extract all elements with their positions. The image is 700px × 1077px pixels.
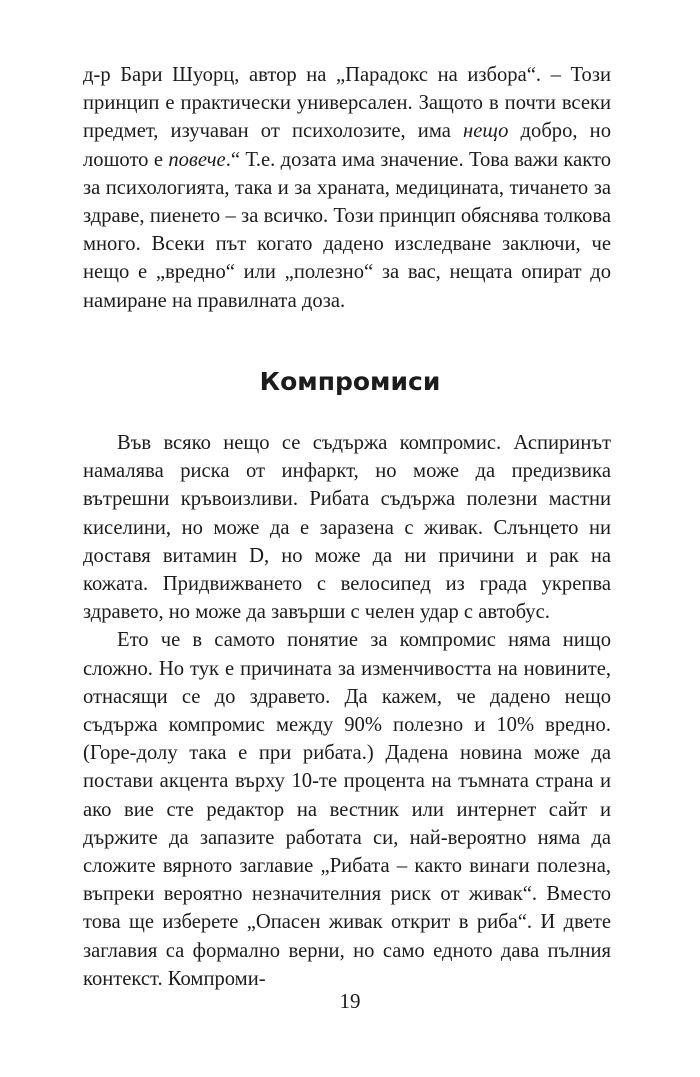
paragraph: Във всяко нещо се съдържа компромис. Аспиринът намалява риска от инфаркт, но може да предизвика вътрешни кръвоизливи. Рибата съдържа полезни мастни киселини, но може да е заразена с живак. Слънцето ни доставя витамин D, но може да ни причини и рак на кожата. Придвижването с велосипед из града укрепва здравето, но може да завърши с челен удар с автобус.	[83, 432, 611, 624]
text-run: добро, но лошото е	[83, 120, 611, 171]
emphasis-text: нещо	[462, 120, 509, 143]
section-heading: Компромиси	[259, 367, 441, 396]
emphasis-text: повече	[168, 148, 226, 171]
section-body	[83, 429, 611, 993]
text-run: д-р Бари Шуорц, автор на „Парадокс на избора“. – Този принцип е практически универсален. Защото в почти всеки предмет, изучаван от психолозите, има	[83, 64, 611, 143]
text-run: .“ Т.е. дозата има значение. Това важи както за психологията, така и за храната, медицината, тичането за здраве, пиенето – за всичко. Този принцип обяснява толкова много. Всеки път когато дадено изследване заключи, че нещо е „вредно“ или „полезно“ за вас, нещата опират до намиране на правилната доза.	[83, 148, 611, 312]
page-number: 19	[339, 989, 361, 1013]
paragraph: Ето че в самото понятие за компромис няма нищо сложно. Но тук е причината за изменчивостта на новините, отнасящи се до здравето. Да кажем, че дадено нещо съдържа компромис между 90% полезно и 10% вредно. (Горе-долу така е при рибата.) Дадена новина може да постави акцента върху 10-те процента на тъмната страна и ако вие сте редактор на вестник или интернет сайт и държите да запазите работата си, най-вероятно няма да сложите вярното заглавие „Рибата – както винаги полезна, въпреки вероятно незначителния риск от живак“. Вместо това ще изберете „Опасен живак открит в риба“. И двете заглавия са формално верни, но само едното дава пълния контекст. Компроми-	[83, 629, 611, 990]
paragraph-continued	[83, 61, 611, 315]
intro-paragraph	[83, 61, 611, 315]
